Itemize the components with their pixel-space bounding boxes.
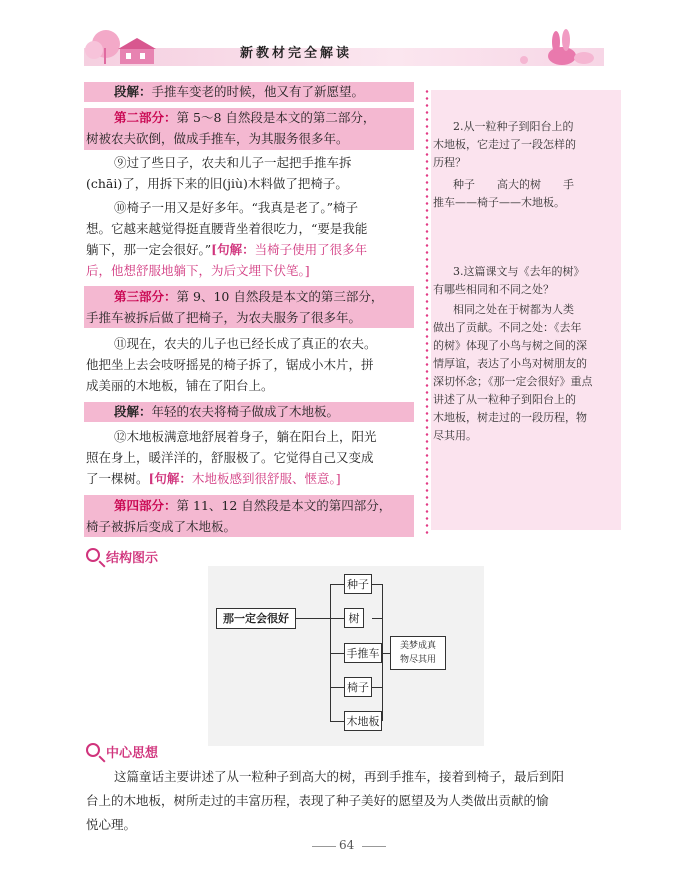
center-idea-line3: 悦心理。: [86, 817, 137, 832]
paragraph-9-line1: ⑨过了些日子，农夫和儿子一起把手推车拆: [114, 155, 352, 170]
side-question-3: 3.这篇课文与《去年的树》 有哪些相同和不同之处？: [433, 265, 585, 296]
page-header-title: 新教材完全解读: [240, 46, 353, 61]
part-two-line2: 树被农夫砍倒，做成手推车，为其服务很多年。: [86, 131, 349, 146]
page-number: 64: [339, 838, 355, 852]
paragraph-10-line3: 躺下，那一定会很好。”[句解：当椅子使用了很多年: [86, 242, 368, 257]
paragraph-11-line1: ⑪现在，农夫的儿子也已经长成了真正的农夫。: [114, 336, 377, 351]
center-idea-line1: 这篇童话主要讲述了从一粒种子到高大的树，再到手推车，接着到椅子，最后到阳: [114, 769, 565, 784]
paragraph-10-line1: ⑩椅子一用又是好多年。“我真是老了。”椅子: [114, 200, 359, 215]
paragraph-9-line2: (chāi)了，用拆下来的旧(jiù)木料做了把椅子。: [86, 176, 348, 191]
paragraph-10-line2: 想。它越来越觉得挺直腰背坐着很吃力，“要是我能: [86, 221, 368, 236]
side-question-2: 2.从一粒种子到阳台上的 木地板，它走过了一段怎样的 历程？: [433, 120, 576, 169]
structure-node-chair: 椅子: [344, 677, 372, 697]
structure-root: 那一定会很好: [216, 608, 296, 629]
side-divider-dots: [425, 88, 429, 534]
structure-title: 结构图示: [106, 551, 159, 566]
footer-dash-right: [362, 846, 386, 847]
paragraph-12-line1: ⑫木地板满意地舒展着身子，躺在阳台上，阳光: [114, 429, 377, 444]
structure-diagram: [208, 566, 484, 746]
structure-note: 美梦成真 物尽其用: [390, 636, 446, 670]
structure-node-seed: 种子: [344, 574, 372, 594]
side-answer-3: 相同之处在于树都为人类 做出了贡献。不同之处：《去年 的树》体现了小鸟与树之间的深 情厚谊，表达了小鸟对树朋友的 深切怀念；《那一定会很好》重点 讲述了从一粒种子到阳台上的 木地板，树走过的一段历程，物 尽其用。: [433, 303, 593, 442]
magnifier-icon-2: [86, 743, 100, 757]
part-four-line1: 第四部分：第 11、12 自然段是本文的第四部分，: [114, 498, 392, 513]
rabbit-icon: [520, 29, 594, 65]
part-three-line1: 第三部分：第 9、10 自然段是本文的第三部分，: [114, 289, 384, 304]
part-two-line1: 第二部分：第 5～8 自然段是本文的第二部分，: [114, 110, 376, 125]
house-tree-icon: [85, 30, 156, 64]
part-three-line2: 手推车被拆后做了把椅子，为农夫服务了很多年。: [86, 310, 362, 325]
center-idea-title: 中心思想: [106, 746, 159, 761]
paragraph-12-line3: 了一棵树。[句解：木地板感到很舒服、惬意。]: [86, 471, 341, 486]
footer-dash-left: [312, 846, 336, 847]
paragraph-summary: 段解：手推车变老的时候，他又有了新愿望。: [114, 84, 365, 99]
center-idea-line2: 台上的木地板，树所走过的丰富历程，表现了种子美好的愿望及为人类做出贡献的愉: [86, 793, 549, 808]
side-answer-2: 种子 高大的树 手 推车——椅子——木地板。: [433, 178, 574, 209]
paragraph-summary-2: 段解：年轻的农夫将椅子做成了木地板。: [114, 404, 340, 419]
paragraph-12-line2: 照在身上，暖洋洋的，舒服极了。它觉得自己又变成: [86, 450, 374, 465]
part-four-line2: 椅子被拆后变成了木地板。: [86, 519, 237, 534]
structure-node-cart: 手推车: [344, 643, 382, 663]
structure-node-tree: 树: [344, 608, 364, 628]
paragraph-10-note: 后，他想舒服地躺下，为后文埋下伏笔。]: [86, 263, 310, 278]
structure-node-floor: 木地板: [344, 711, 382, 731]
magnifier-icon: [86, 548, 100, 562]
paragraph-11-line2: 他把坐上去会吱呀摇晃的椅子拆了，锯成小木片，拼: [86, 357, 374, 372]
paragraph-11-line3: 成美丽的木地板，铺在了阳台上。: [86, 378, 274, 393]
